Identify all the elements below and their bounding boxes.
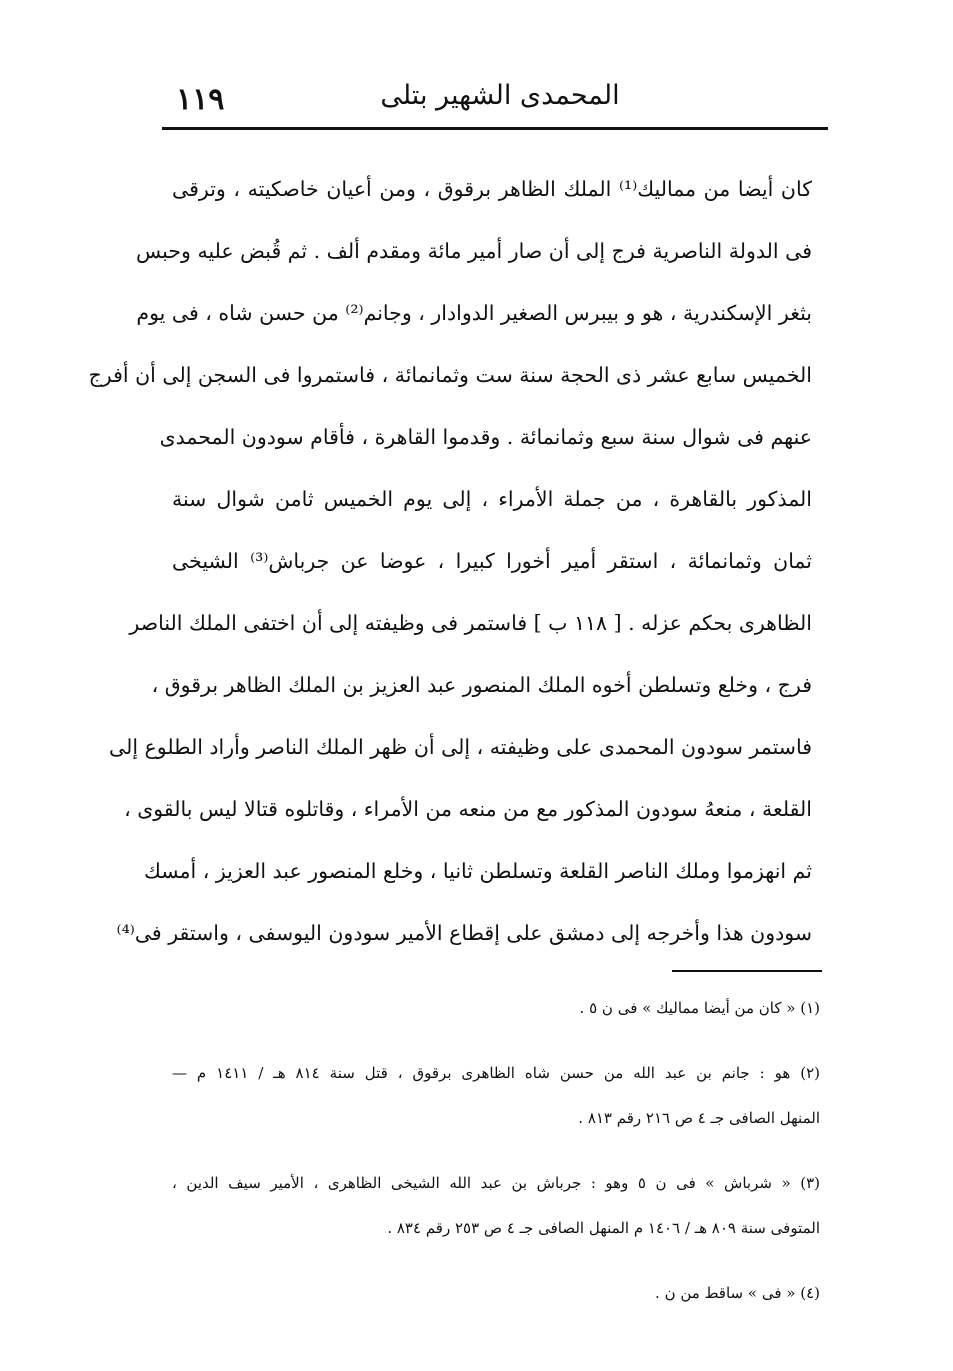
footnotes <box>172 986 820 1316</box>
text-line: فى الدولة الناصرية فرج إلى أن صار أمير مائة ومقدم ألف . ثم قُبض عليه وحبس <box>136 239 812 263</box>
text-line: القلعة ، منعهُ سودون المذكور مع من منعه من الأمراء ، وقاتلوه قتالا ليس بالقوى ، <box>124 797 812 821</box>
text-line: الخميس سابع عشر ذى الحجة سنة ست وثمانمائة ، فاستمروا فى السجن إلى أن أفرج <box>88 363 812 387</box>
footnote-separator <box>672 970 822 972</box>
footnote-3-line: المتوفى سنة ٨٠٩ هـ / ١٤٠٦ م المنهل الصافى جـ ٤ ص ٢٥٣ رقم ٨٣٤ . <box>387 1219 820 1237</box>
text-line: كان أيضا من مماليك⁽¹⁾ الملك الظاهر برقوق ، ومن أعيان خاصكيته ، وترقى <box>172 177 812 201</box>
text-line: سودون هذا وأخرجه إلى دمشق على إقطاع الأمير سودون اليوسفى ، واستقر فى⁽⁴⁾ <box>116 921 812 945</box>
page-number: ١١٩ <box>176 82 225 117</box>
text-line: الظاهرى بحكم عزله . [ ١١٨ ب ] فاستمر فى وظيفته إلى أن اختفى الملك الناصر <box>129 611 812 635</box>
footnote-3-line: (٣) « شرباش » فى ن ٥ وهو : جرباش بن عبد الله الشيخى الظاهرى ، الأمير سيف الدين ، <box>172 1174 820 1192</box>
footnote-2-line: المنهل الصافى جـ ٤ ص ٢١٦ رقم ٨١٣ . <box>578 1109 820 1127</box>
header-rule <box>162 127 828 130</box>
text-line: فرج ، وخلع وتسلطن أخوه الملك المنصور عبد العزيز بن الملك الظاهر برقوق ، <box>151 673 812 697</box>
text-line: عنهم فى شوال سنة سبع وثمانمائة . وقدموا القاهرة ، فأقام سودون المحمدى <box>159 425 812 449</box>
text-line: بثغر الإسكندرية ، هو و بيبرس الصغير الدوادار ، وجانم⁽²⁾ من حسن شاه ، فى يوم <box>136 301 812 325</box>
text-line: ثم انهزموا وملك الناصر القلعة وتسلطن ثانيا ، وخلع المنصور عبد العزيز ، أمسك <box>143 859 812 883</box>
text-line: المذكور بالقاهرة ، من جملة الأمراء ، إلى يوم الخميس ثامن شوال سنة <box>172 487 812 511</box>
running-head: المحمدى الشهير بتلى <box>380 80 620 111</box>
footnote-2-line: (٢) هو : جانم بن عبد الله من حسن شاه الظاهرى برقوق ، قتل سنة ٨١٤ هـ / ١٤١١ م — <box>172 1064 820 1082</box>
text-line: فاستمر سودون المحمدى على وظيفته ، إلى أن ظهر الملك الناصر وأراد الطلوع إلى <box>108 735 812 759</box>
text-line: ثمان وثمانمائة ، استقر أمير أخورا كبيرا ، عوضا عن جرباش⁽³⁾ الشيخى <box>172 549 812 573</box>
main-text <box>88 158 812 964</box>
footnote-1-line: (١) « كان من أيضا مماليك » فى ن ٥ . <box>579 999 820 1017</box>
footnote-4-line: (٤) « فى » ساقط من ن . <box>655 1284 820 1302</box>
